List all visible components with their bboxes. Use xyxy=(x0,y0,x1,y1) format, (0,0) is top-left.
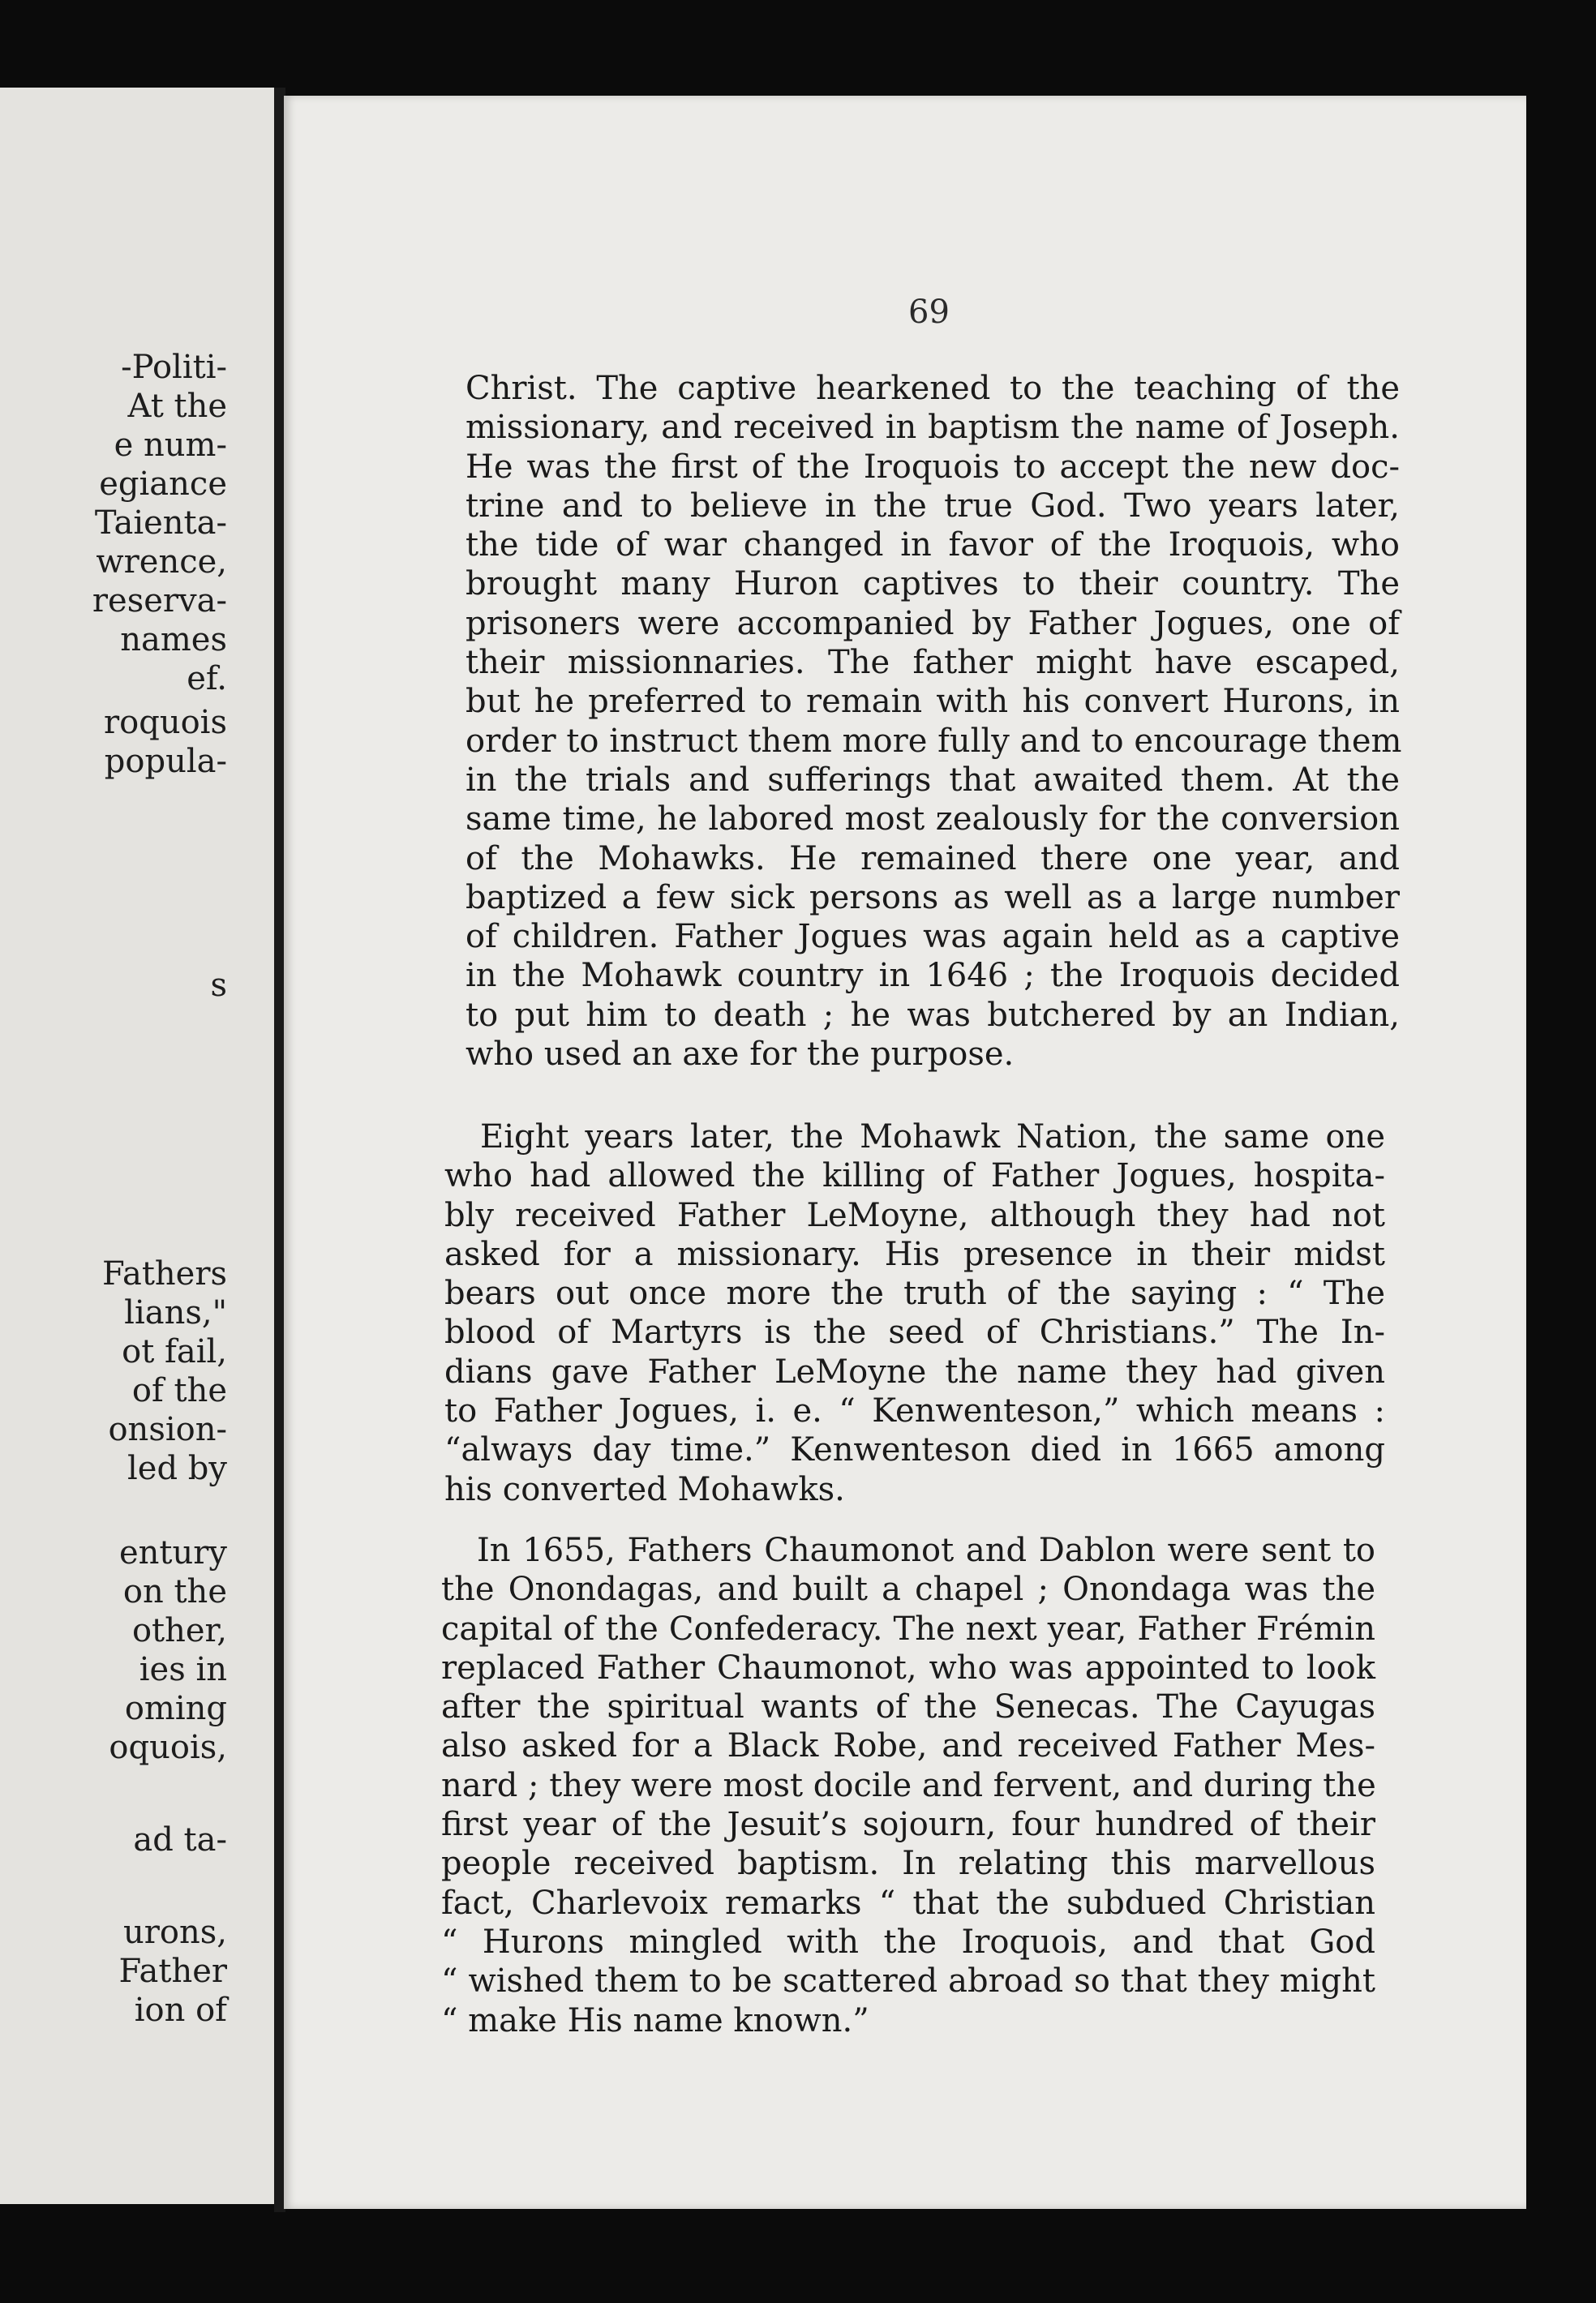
text-line: prisoners were accompanied by Father Jogues, one of xyxy=(466,604,1400,642)
left-page-fragment: other, xyxy=(131,1612,227,1649)
paragraph-3 xyxy=(441,1531,1375,2040)
text-line: “ wished them to be scattered abroad so that they might xyxy=(441,1962,1375,2001)
left-page-fragment: ies in xyxy=(139,1651,227,1688)
left-page-fragment: At the xyxy=(127,388,227,425)
text-line: of the Mohawks. He remained there one year, and xyxy=(466,839,1400,877)
text-line: In 1655, Fathers Chaumonot and Dablon were sent to xyxy=(477,1532,1375,1569)
text-line: of children. Father Jogues was again held as a captive xyxy=(466,918,1400,956)
left-page-fragment: names xyxy=(120,621,227,658)
text-line: first year of the Jesuit’s sojourn, four hundred of their xyxy=(441,1806,1375,1844)
left-page-fragment: Taienta- xyxy=(94,504,227,542)
text-line: replaced Father Chaumonot, who was appointed to look xyxy=(441,1649,1375,1687)
text-line: order to instruct them more fully and to encourage them xyxy=(466,722,1402,760)
text-line: after the spiritual wants of the Senecas. The Cayugas xyxy=(441,1688,1375,1726)
text-line: who had allowed the killing of Father Jogues, hospita- xyxy=(444,1157,1385,1195)
text-line: their missionnaries. The father might have escaped, xyxy=(466,644,1400,682)
left-page-fragment: wrence, xyxy=(96,543,227,581)
text-line: in the Mohawk country in 1646 ; the Iroquois decided xyxy=(466,957,1400,995)
text-line: asked for a missionary. His presence in their midst xyxy=(444,1235,1385,1273)
text-line: brought many Huron captives to their country. The xyxy=(466,565,1400,603)
left-page-fragment: on the xyxy=(122,1573,227,1610)
paragraph-1 xyxy=(466,369,1400,1074)
text-line: Christ. The captive hearkened to the teaching of the xyxy=(466,370,1400,407)
left-page-fragment: -Politi- xyxy=(121,349,227,386)
left-page-fragment: ef. xyxy=(187,660,227,697)
text-line: in the trials and sufferings that awaited them. At the xyxy=(466,761,1400,799)
left-page-fragment: entury xyxy=(119,1534,227,1572)
left-page-fragment: urons, xyxy=(123,1914,227,1951)
text-line: trine and to believe in the true God. Two years later, xyxy=(466,487,1400,525)
left-page-fragment: s xyxy=(210,967,227,1004)
left-page-fragment: of the xyxy=(131,1372,227,1409)
left-page-fragment: e num- xyxy=(114,427,227,464)
left-page-fragment: ad ta- xyxy=(133,1821,227,1859)
text-line: “ Hurons mingled with the Iroquois, and that God xyxy=(441,1923,1375,1961)
left-page-fragment: popula- xyxy=(104,743,227,780)
left-page-fragment: egiance xyxy=(99,465,227,503)
text-line: capital of the Confederacy. The next year, Father Frémin xyxy=(441,1610,1375,1648)
text-line: same time, he labored most zealously for the conversion xyxy=(466,800,1400,838)
text-line: fact, Charlevoix remarks “ that the subdued Christian xyxy=(441,1884,1375,1922)
left-page-fragment: led by xyxy=(127,1450,227,1487)
text-line: the Onondagas, and built a chapel ; Onondaga was the xyxy=(441,1571,1375,1609)
text-line: blood of Martyrs is the seed of Christians.” The In- xyxy=(444,1314,1385,1352)
left-page xyxy=(0,88,276,2204)
left-page-fragment: roquois xyxy=(104,704,227,741)
text-line: “always day time.” Kenwenteson died in 1665 among xyxy=(444,1431,1385,1469)
left-page-fragment: Father xyxy=(118,1953,227,1990)
left-page-fragment: reserva- xyxy=(92,582,227,620)
text-line: but he preferred to remain with his convert Hurons, in xyxy=(466,683,1400,721)
left-page-fragment: ion of xyxy=(134,1992,227,2029)
text-line: also asked for a Black Robe, and received Father Mes- xyxy=(441,1727,1375,1765)
text-line: dians gave Father LeMoyne the name they had given xyxy=(444,1353,1385,1391)
text-line: who used an axe for the purpose. xyxy=(466,1036,1015,1074)
text-line: his converted Mohawks. xyxy=(444,1470,845,1508)
page-number: 69 xyxy=(908,294,950,331)
left-page-fragment: onsion- xyxy=(108,1411,227,1448)
text-line: people received baptism. In relating this marvellous xyxy=(441,1845,1375,1883)
text-line: missionary, and received in baptism the name of Joseph. xyxy=(466,409,1400,447)
left-page-fragment: ot fail, xyxy=(122,1333,227,1370)
text-line: Eight years later, the Mohawk Nation, the same one xyxy=(480,1118,1385,1156)
left-page-fragment: lians," xyxy=(124,1294,227,1332)
text-line: “ make His name known.” xyxy=(441,2001,869,2039)
left-page-fragment: Fathers xyxy=(101,1255,227,1293)
text-line: bly received Father LeMoyne, although they had not xyxy=(444,1196,1385,1234)
text-line: to put him to death ; he was butchered by an Indian, xyxy=(466,996,1400,1034)
text-line: nard ; they were most docile and fervent, and during the xyxy=(441,1766,1376,1804)
paragraph-2 xyxy=(444,1117,1385,1509)
left-page-fragment: oquois, xyxy=(109,1729,227,1766)
text-line: the tide of war changed in favor of the Iroquois, who xyxy=(466,526,1400,564)
left-page-fragment: oming xyxy=(124,1690,227,1727)
text-line: baptized a few sick persons as well as a large number xyxy=(466,878,1400,916)
text-line: bears out once more the truth of the saying : “ The xyxy=(444,1275,1385,1313)
text-line: to Father Jogues, i. e. “ Kenwenteson,” which means : xyxy=(444,1392,1385,1430)
text-line: He was the first of the Iroquois to accept the new doc- xyxy=(466,448,1400,486)
